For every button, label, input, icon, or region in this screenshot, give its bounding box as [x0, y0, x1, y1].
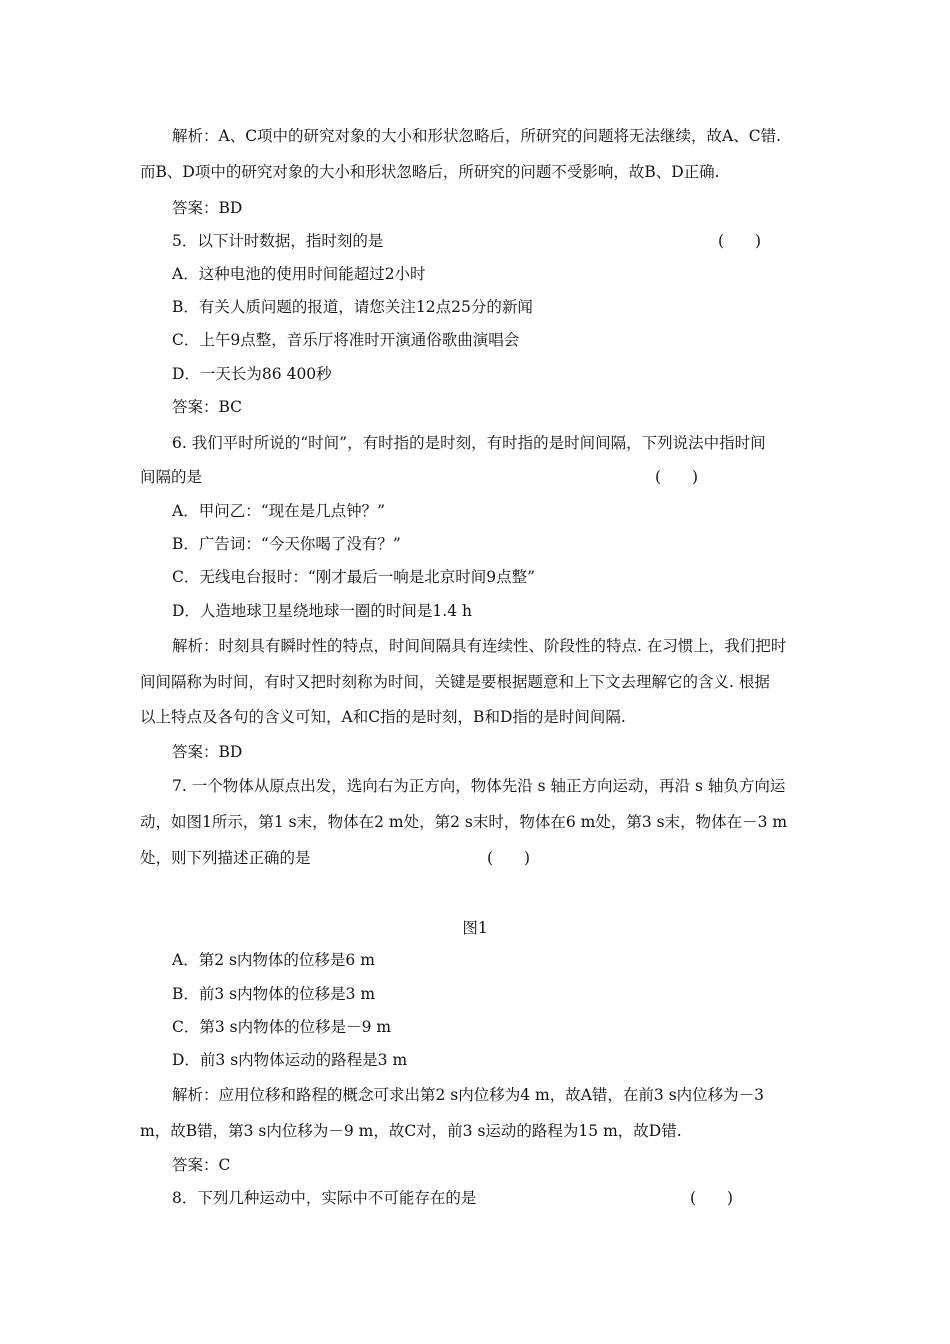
q7-answer: 答案：C — [172, 1156, 231, 1174]
q5-stem: 5．以下计时数据，指时刻的是 — [172, 232, 384, 250]
q5-option-b: B．有关人质问题的报道，请您关注12点25分的新闻 — [172, 298, 533, 316]
q6-stem-line-2: 间隔的是 — [140, 468, 203, 486]
q6-answer: 答案：BD — [172, 743, 243, 761]
q6-option-b: B．广告词：“今天你喝了没有？” — [172, 535, 401, 553]
q6-stem-line-1: 6. 我们平时所说的“时间”，有时指的是时刻，有时指的是时间间隔，下列说法中指时间 — [172, 434, 766, 452]
q6-analysis-line-3: 以上特点及各句的含义可知，A和C指的是时刻，B和D指的是时间间隔. — [140, 708, 626, 726]
q5-option-c: C．上午9点整，音乐厅将准时开演通俗歌曲演唱会 — [172, 331, 520, 349]
q5-option-d: D．一天长为86 400秒 — [172, 365, 332, 383]
q4-answer: 答案：BD — [172, 199, 243, 217]
q8-answer-blank: ( ) — [690, 1189, 734, 1207]
q6-answer-blank: ( ) — [655, 468, 699, 486]
q5-answer-blank: ( ) — [718, 232, 762, 250]
q6-analysis-line-2: 间间隔称为时间，有时又把时刻称为时间，关键是要根据题意和上下文去理解它的含义. 根据 — [140, 673, 770, 691]
q7-option-a: A．第2 s内物体的位移是6 m — [172, 951, 375, 969]
q8-stem: 8．下列几种运动中，实际中不可能存在的是 — [172, 1189, 477, 1207]
q7-stem-line-1: 7. 一个物体从原点出发，选向右为正方向，物体先沿 s 轴正方向运动，再沿 s 轴负方向运 — [172, 777, 786, 795]
q7-stem-line-2: 动，如图1所示，第1 s末，物体在2 m处，第2 s末时，物体在6 m处，第3 s末，物体在－3 m — [140, 813, 788, 831]
q6-option-a: A．甲问乙：“现在是几点钟？” — [172, 502, 386, 520]
q7-option-d: D．前3 s内物体运动的路程是3 m — [172, 1051, 408, 1069]
q7-option-b: B．前3 s内物体的位移是3 m — [172, 985, 376, 1003]
q5-answer: 答案：BC — [172, 398, 243, 416]
q4-analysis-line-1: 解析：A、C项中的研究对象的大小和形状忽略后，所研究的问题将无法继续，故A、C错. — [172, 127, 782, 145]
q7-figure-caption: 图1 — [462, 919, 488, 937]
q7-analysis-line-2: m，故B错，第3 s内位移为－9 m，故C对，前3 s运动的路程为15 m，故D错. — [140, 1122, 682, 1140]
q6-option-d: D．人造地球卫星绕地球一圈的时间是1.4 h — [172, 602, 472, 620]
q5-option-a: A．这种电池的使用时间能超过2小时 — [172, 265, 426, 283]
q7-answer-blank: ( ) — [487, 849, 531, 867]
q6-option-c: C．无线电台报时：“刚才最后一响是北京时间9点整” — [172, 568, 536, 586]
q7-analysis-line-1: 解析：应用位移和路程的概念可求出第2 s内位移为4 m，故A错，在前3 s内位移为－3 — [172, 1086, 765, 1104]
q7-option-c: C．第3 s内物体的位移是－9 m — [172, 1018, 392, 1036]
q4-analysis-line-2: 而B、D项中的研究对象的大小和形状忽略后，所研究的问题不受影响，故B、D正确. — [140, 163, 720, 181]
q7-stem-line-3: 处，则下列描述正确的是 — [140, 849, 311, 867]
q6-analysis-line-1: 解析：时刻具有瞬时性的特点，时间间隔具有连续性、阶段性的特点. 在习惯上，我们把时 — [172, 637, 787, 655]
